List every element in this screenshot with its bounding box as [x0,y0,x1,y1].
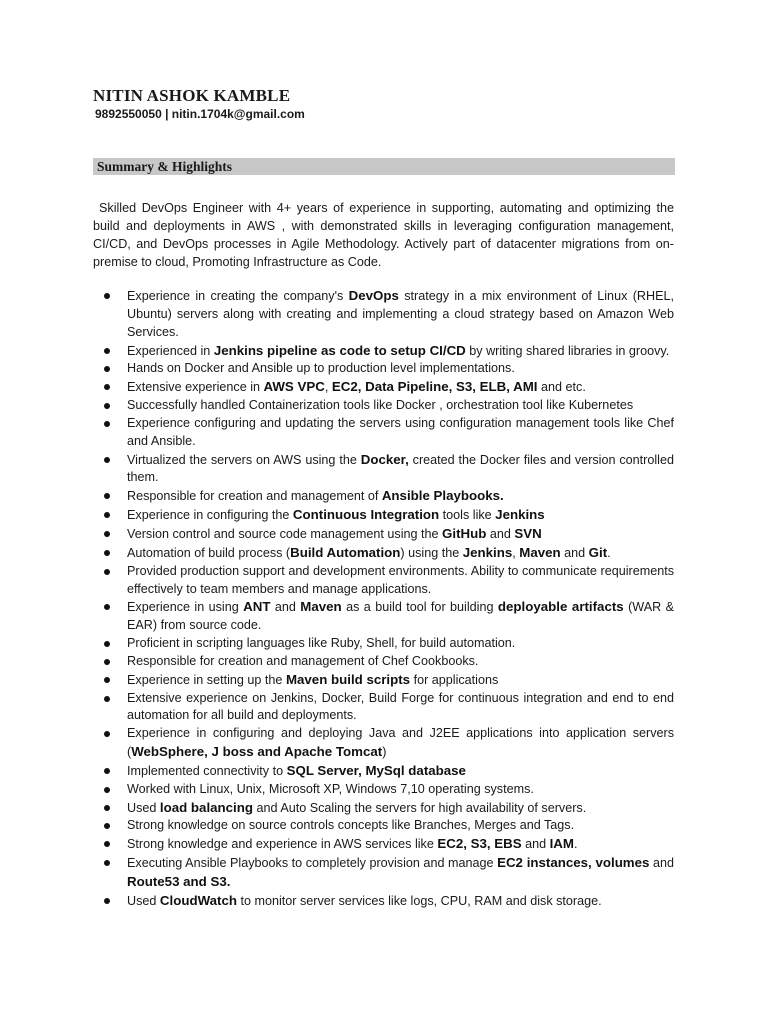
highlight-text: as a build tool for building [341,600,498,615]
highlight-text: tools like [439,508,496,523]
bullet-icon [104,421,110,427]
bullet-icon [104,403,110,409]
highlight-text: Experienced in [127,343,214,358]
highlight-text: Extensive experience on Jenkins, Docker, Build Forge for continuous integration and end to end automation for all build and deployments. [127,690,674,723]
highlight-item [127,451,674,488]
bullet-icon [104,898,110,904]
highlight-keyword: Jenkins [495,507,545,523]
highlight-item [127,762,674,781]
section-header-bar [93,158,675,175]
highlight-text: Executing Ansible Playbooks to completely provision and manage [127,856,498,871]
highlight-text: and [486,526,515,541]
highlight-item [127,781,674,799]
highlight-keyword: EC2, Data Pipeline, S3, ELB, AMI [331,379,538,395]
highlight-text: Provided production support and development environments. Ability to communicate requirements effectively to team members and manage applications. [127,563,674,596]
highlight-text: ) [382,745,387,760]
highlight-text: and [270,600,301,615]
bullet-icon [104,731,110,737]
bullet-icon [104,841,110,847]
highlight-text: Virtualized the servers on AWS using the [127,452,361,467]
highlight-keyword: Maven build scripts [285,671,411,687]
bullet-icon [104,805,110,811]
bullet-icon [104,531,110,537]
highlight-text: and [649,856,675,871]
highlight-text: and [521,837,550,852]
highlight-text: ) using the [400,545,463,560]
highlight-text: Extensive experience in [127,380,264,395]
highlight-keyword: Build Automation [290,544,401,560]
highlight-text: , [324,380,332,395]
highlight-keyword: deployable artifacts [497,599,624,615]
highlight-item [127,506,674,525]
highlight-item [127,892,674,911]
highlight-text: for applications [410,672,499,687]
highlight-text: Used [127,800,160,815]
highlight-item [127,287,674,342]
bullet-icon [104,348,110,354]
highlight-item [127,378,674,397]
highlight-item [127,342,674,361]
highlight-keyword: Ansible Playbooks. [381,488,504,504]
highlight-keyword: Docker, [360,451,409,467]
highlight-text: Worked with Linux, Unix, Microsoft XP, Windows 7,10 operating systems. [127,781,534,796]
highlight-text: Responsible for creation and management of Chef Cookbooks. [127,653,479,668]
highlight-text: . [607,545,611,560]
highlight-text: Experience in using [127,600,244,615]
highlight-item [127,544,674,563]
bullet-icon [104,823,110,829]
highlight-keyword: DevOps [348,288,399,303]
highlight-keyword: load balancing [159,799,253,815]
highlight-text: , [512,545,520,560]
highlight-text: Strong knowledge and experience in AWS services like [127,837,438,852]
highlight-item [127,635,674,653]
bullet-icon [104,493,110,499]
bullet-icon [104,696,110,702]
highlight-keyword: Continuous Integration [292,507,440,523]
highlight-keyword: EC2, S3, EBS [437,836,522,852]
highlight-item [127,598,674,635]
highlight-text: Proficient in scripting languages like Ruby, Shell, for build automation. [127,636,516,651]
bullet-icon [104,677,110,683]
highlight-keyword: Jenkins [462,544,513,560]
bullet-icon [104,641,110,647]
bullet-icon [104,787,110,793]
highlight-text: Hands on Docker and Ansible up to production level implementations. [127,361,515,376]
highlight-item [127,725,674,762]
highlight-keyword: GitHub [442,525,487,541]
highlight-item [127,817,674,835]
highlight-text: Successfully handled Containerization tools like Docker , orchestration tool like Kubernetes [127,398,634,413]
highlight-item [127,415,674,451]
highlight-keyword: Git [588,544,608,560]
section-title: Summary & Highlights [97,159,233,174]
highlight-keyword: Route53 and S3. [127,874,231,889]
highlight-text: Responsible for creation and management of [127,489,382,504]
highlight-text: and [560,545,589,560]
highlight-text: Experience in configuring the [127,508,293,523]
highlight-text: Version control and source code management using the [127,526,443,541]
highlight-keyword: Jenkins pipeline as code to setup CI/CD [213,342,466,358]
highlight-item [127,563,674,599]
highlights-list [0,287,768,911]
highlight-text: Used [127,893,160,908]
highlight-item [127,690,674,726]
highlight-item [127,799,674,818]
highlight-text: strategy in a mix environment of Linux (RHEL, Ubuntu) servers along with creating and implementing a cloud strategy based on Amazon Web Services. [127,289,674,339]
highlight-item [127,360,674,378]
highlight-item [127,653,674,671]
bullet-icon [104,366,110,372]
highlight-text: (WAR & EAR) from source code. [127,600,674,633]
bullet-icon [104,604,110,610]
highlight-item [127,397,674,415]
highlight-keyword: Maven [300,599,342,615]
highlight-keyword: WebSphere, J boss and Apache Tomcat [131,744,383,760]
highlight-item [127,854,674,892]
highlight-text: Automation of build process ( [127,545,291,560]
bullet-icon [104,569,110,575]
highlight-text: to monitor server services like logs, CPU, RAM and disk storage. [236,893,602,908]
candidate-name: NITIN ASHOK KAMBLE [93,86,291,105]
highlight-keyword: AWS VPC [263,379,325,395]
highlight-item [127,525,674,544]
highlight-keyword: IAM [549,836,574,852]
highlight-item [127,487,674,506]
highlight-keyword: SVN [514,525,542,541]
highlight-text: Experience in creating the company's [127,289,349,303]
highlight-text: Strong knowledge on source controls concepts like Branches, Merges and Tags. [127,818,575,833]
bullet-icon [104,860,110,866]
highlight-keyword: Maven [519,544,561,560]
highlight-item [127,835,674,854]
highlight-item [127,671,674,690]
highlight-text: . [573,837,578,852]
bullet-icon [104,768,110,774]
highlight-text: and Auto Scaling the servers for high availability of servers. [253,800,587,815]
bullet-icon [104,293,110,299]
bullet-icon [104,550,110,556]
bullet-icon [104,512,110,518]
highlight-text: created the Docker files and version controlled them. [127,452,674,485]
bullet-icon [104,659,110,665]
highlight-keyword: ANT [243,599,271,615]
contact-info: 9892550050 | nitin.1704k@gmail.com [95,107,305,121]
highlight-keyword: SQL Server, MySql database [286,762,466,778]
highlight-text: Experience in configuring and deploying Java and J2EE applications into application servers ( [127,726,674,760]
bullet-icon [104,457,110,463]
summary-paragraph: Skilled DevOps Engineer with 4+ years of experience in supporting, automating and optimizing the build and deployments in AWS , with demonstrated skills in leveraging configuration management, CI/CD, and DevOps processes in Agile Methodology. Actively part of datacenter migrations from on-premise to cloud, Promoting Infrastructure as Code. [93,201,674,269]
highlight-text: by writing shared libraries in groovy. [465,343,670,358]
highlight-keyword: EC2 instances, volumes [497,855,650,871]
highlight-text: Experience configuring and updating the servers using configuration management tools like Chef and Ansible. [127,415,674,448]
highlight-text: Implemented connectivity to [127,763,287,778]
bullet-icon [104,384,110,390]
highlight-text: Experience in setting up the [127,672,286,687]
highlight-text: and etc. [537,380,586,395]
highlight-keyword: CloudWatch [159,892,237,908]
